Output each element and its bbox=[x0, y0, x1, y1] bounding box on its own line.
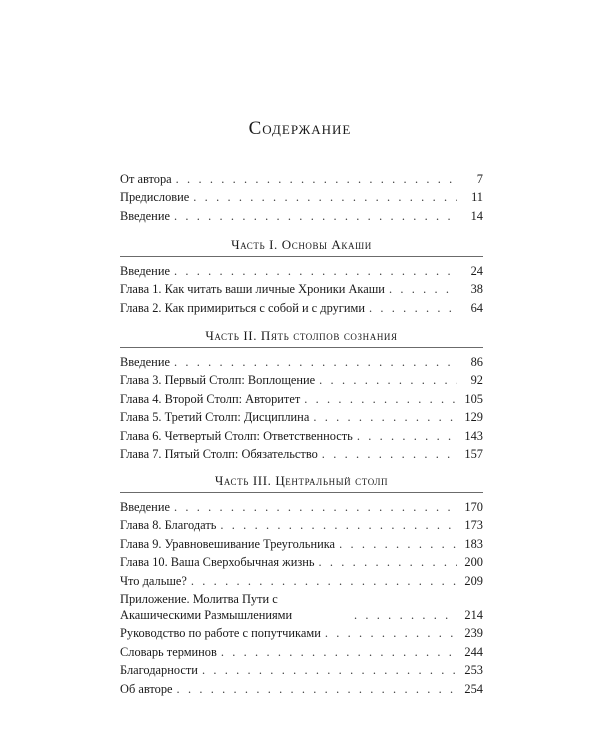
dot-leader bbox=[221, 644, 457, 660]
entry-label: Приложение. Молитва Пути с Акашическими Размышлениями bbox=[120, 591, 293, 622]
entry-label: Глава 4. Второй Столп: Авторитет bbox=[120, 391, 301, 406]
entry-page: 7 bbox=[476, 171, 483, 186]
entry-page: 209 bbox=[464, 573, 483, 588]
entry-page: 105 bbox=[464, 391, 483, 406]
entry-label: Благодарности bbox=[120, 663, 198, 677]
entry-page: 157 bbox=[464, 447, 483, 461]
divider bbox=[120, 492, 483, 493]
front-matter bbox=[120, 168, 483, 224]
entry-label: Предисловие bbox=[120, 190, 190, 204]
part-1 bbox=[120, 234, 483, 316]
entry-page: 244 bbox=[464, 644, 483, 659]
part-2 bbox=[120, 325, 483, 462]
entry-label: Глава 5. Третий Столп: Дисциплина bbox=[120, 410, 310, 424]
dot-leader bbox=[319, 372, 457, 388]
entry-page: 183 bbox=[464, 536, 483, 551]
divider bbox=[120, 347, 483, 348]
entry-page: 254 bbox=[464, 681, 483, 696]
toc-entry bbox=[120, 388, 483, 407]
toc-entry bbox=[120, 370, 483, 389]
toc-entry bbox=[120, 533, 483, 552]
toc-entry bbox=[120, 570, 483, 589]
entry-page: 170 bbox=[464, 499, 483, 514]
dot-leader bbox=[304, 391, 457, 407]
toc-entry bbox=[120, 660, 483, 679]
entry-page: 24 bbox=[470, 263, 483, 278]
toc-entry bbox=[120, 407, 483, 426]
entry-label: От автора bbox=[120, 171, 172, 186]
toc-entry bbox=[120, 496, 483, 515]
part-3 bbox=[120, 470, 483, 697]
dot-leader bbox=[389, 281, 457, 297]
toc-entry bbox=[120, 641, 483, 660]
toc-entry bbox=[120, 205, 483, 224]
entry-page: 129 bbox=[464, 410, 483, 424]
entry-label: Об авторе bbox=[120, 681, 173, 696]
dot-leader bbox=[339, 536, 457, 552]
entry-label: Глава 1. Как читать ваши личные Хроники Акаши bbox=[120, 282, 385, 296]
entry-page: 173 bbox=[464, 518, 483, 532]
toc-entry bbox=[120, 678, 483, 697]
entry-page: 92 bbox=[470, 373, 483, 387]
entry-page: 64 bbox=[470, 300, 483, 315]
toc-entry bbox=[120, 444, 483, 463]
toc-entry bbox=[120, 297, 483, 316]
entry-label: Введение bbox=[120, 499, 170, 514]
toc-entry bbox=[120, 589, 483, 623]
entry-label: Введение bbox=[120, 354, 170, 369]
entry-page: 11 bbox=[471, 190, 483, 204]
entry-label: Руководство по работе с попутчиками bbox=[120, 626, 321, 640]
entry-label: Введение bbox=[120, 263, 170, 278]
dot-leader bbox=[354, 607, 457, 623]
toc-entry bbox=[120, 168, 483, 187]
entry-page: 239 bbox=[464, 626, 483, 640]
toc-entry bbox=[120, 351, 483, 370]
dot-leader bbox=[174, 499, 457, 515]
entry-page: 38 bbox=[470, 282, 483, 296]
dot-leader bbox=[177, 681, 457, 697]
entry-label: Глава 2. Как примириться с собой и с другими bbox=[120, 300, 365, 315]
part-heading: Часть II. Пять столпов сознания bbox=[205, 328, 398, 343]
toc-entry bbox=[120, 260, 483, 279]
dot-leader bbox=[325, 625, 457, 641]
entry-page: 200 bbox=[464, 555, 483, 569]
toc-entry bbox=[120, 279, 483, 298]
dot-leader bbox=[174, 354, 457, 370]
entry-label: Глава 3. Первый Столп: Воплощение bbox=[120, 373, 316, 387]
entry-label: Введение bbox=[120, 208, 170, 223]
entry-label: Глава 6. Четвертый Столп: Ответственность bbox=[120, 428, 353, 443]
page-title: Содержание bbox=[248, 118, 352, 139]
entry-label: Глава 10. Ваша Сверхобычная жизнь bbox=[120, 555, 315, 569]
dot-leader bbox=[220, 517, 457, 533]
dot-leader bbox=[202, 662, 457, 678]
part-heading: Часть I. Основы Акаши bbox=[231, 237, 372, 252]
toc-entry bbox=[120, 552, 483, 571]
entry-page: 143 bbox=[464, 428, 483, 443]
dot-leader bbox=[322, 446, 457, 462]
dot-leader bbox=[193, 189, 457, 205]
entry-page: 214 bbox=[464, 607, 483, 622]
toc-entry bbox=[120, 425, 483, 444]
entry-label: Что дальше? bbox=[120, 573, 187, 588]
dot-leader bbox=[357, 428, 457, 444]
toc-entry bbox=[120, 623, 483, 642]
dot-leader bbox=[191, 573, 457, 589]
divider bbox=[120, 256, 483, 257]
entry-page: 14 bbox=[470, 208, 483, 223]
entry-page: 253 bbox=[464, 663, 483, 677]
entry-label: Глава 9. Уравновешивание Треугольника bbox=[120, 536, 336, 551]
dot-leader bbox=[174, 208, 457, 224]
dot-leader bbox=[313, 409, 457, 425]
entry-label: Глава 7. Пятый Столп: Обязательство bbox=[120, 447, 318, 461]
dot-leader bbox=[369, 300, 457, 316]
dot-leader bbox=[319, 554, 458, 570]
toc-entry bbox=[120, 187, 483, 206]
dot-leader bbox=[176, 171, 457, 187]
entry-page: 86 bbox=[470, 354, 483, 369]
entry-label: Глава 8. Благодать bbox=[120, 518, 217, 532]
entry-label: Словарь терминов bbox=[120, 644, 217, 659]
toc-entry bbox=[120, 515, 483, 534]
part-heading: Часть III. Центральный столп bbox=[214, 473, 389, 488]
dot-leader bbox=[174, 263, 457, 279]
